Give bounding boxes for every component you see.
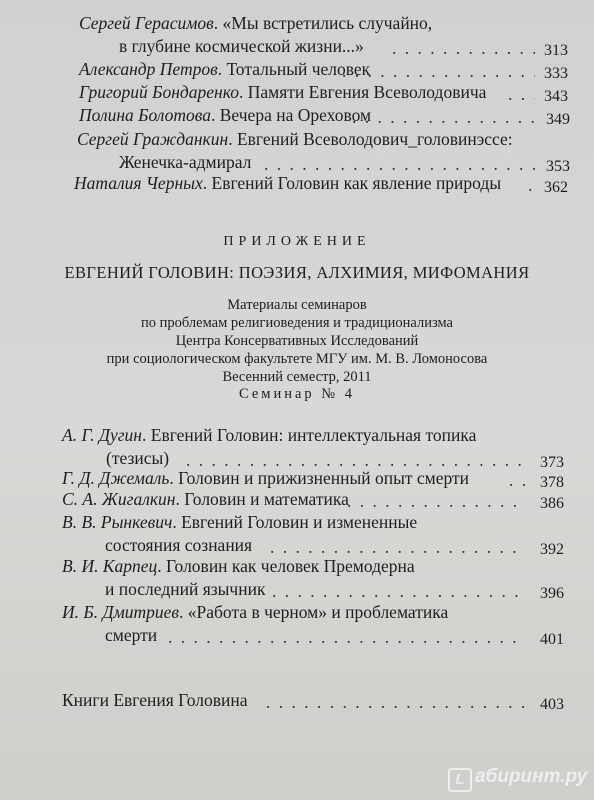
- page-number: 333: [544, 65, 568, 82]
- page-number: 343: [544, 88, 568, 105]
- page-number: 378: [540, 474, 564, 491]
- entry-title: . Вечера на Ореховом: [211, 105, 372, 125]
- entry-title: . Головин и математика: [175, 489, 349, 509]
- entry-title: . Евгений Головин и измененные: [172, 512, 418, 532]
- page-number: 401: [540, 631, 564, 648]
- page-number: 403: [540, 696, 564, 713]
- appendix-subtitle-line: Весенний семестр, 2011: [222, 369, 372, 385]
- appendix-subtitle-line: по проблемам религиоведения и традиционализма: [140, 315, 453, 331]
- entry-title: . Тотальный человек: [217, 59, 371, 79]
- page-number: 349: [546, 111, 570, 128]
- entry-title: . Евгений Головин как явление природы: [202, 173, 502, 193]
- page-number: 353: [546, 158, 570, 175]
- entry-title-cont: (тезисы): [106, 448, 170, 468]
- entry-author: Наталия Черных: [74, 173, 203, 193]
- appendix-title: ЕВГЕНИЙ ГОЛОВИН: ПОЭЗИЯ, АЛХИМИЯ, МИФОМАНИЯ: [64, 263, 530, 282]
- entry-author: Григорий Бондаренко: [79, 82, 239, 102]
- appendix-subtitle-line: Материалы семинаров: [227, 297, 367, 313]
- page-number: 392: [540, 541, 564, 558]
- entry-author: В. В. Рынкевич: [62, 512, 173, 532]
- entry-author: А. Г. Дугин: [62, 425, 142, 445]
- entry-title-cont: и последний язычник: [105, 579, 266, 599]
- entry-title: . «Работа в черном» и проблематика: [179, 602, 449, 622]
- page-number: 373: [540, 454, 564, 471]
- entry-title: . Евгений Головин: интеллектуальная топика: [142, 425, 477, 445]
- watermark-text: абиринт.ру: [475, 766, 588, 787]
- watermark-logo: [448, 766, 587, 792]
- entry-author: Сергей Герасимов: [79, 13, 214, 33]
- entry-title-cont: смерти: [105, 625, 158, 645]
- entry-author: Полина Болотова: [79, 105, 211, 125]
- entry-title-cont: в глубине космической жизни...»: [119, 36, 364, 56]
- entry-title-cont: Женечка-адмирал: [119, 152, 252, 172]
- entry-title: . «Мы встретились случайно,: [213, 13, 433, 33]
- entry-author: И. Б. Дмитриев: [62, 602, 180, 622]
- entry-author: Сергей Гражданкин: [77, 129, 229, 149]
- appendix-subtitle-line: Центра Консервативных Исследований: [175, 333, 419, 349]
- seminar-label: Семинар № 4: [239, 386, 355, 402]
- entry-title-cont: состояния сознания: [105, 535, 253, 555]
- page-number: 396: [540, 585, 564, 602]
- entry-title-line: [62, 690, 248, 711]
- page-number: 362: [544, 179, 568, 196]
- entry-title: . Головин как человек Премодерна: [157, 556, 415, 576]
- entry-author: С. А. Жигалкин: [62, 489, 176, 509]
- entry-author: Александр Петров: [79, 59, 218, 79]
- entry-title: . Головин и прижизненный опыт смерти: [169, 468, 469, 488]
- entry-author: Г. Д. Джемаль: [62, 468, 170, 488]
- appendix-subtitle-line: при социологическом факультете МГУ им. М. В. Ломоносова: [106, 351, 488, 367]
- labyrinth-icon: L: [448, 768, 472, 792]
- entry-author: В. И. Карпец: [62, 556, 158, 576]
- entry-title: Книги Евгения Головина: [62, 690, 248, 710]
- dot-leader: [266, 692, 526, 713]
- page-number: 386: [540, 495, 564, 512]
- appendix-heading: ПРИЛОЖЕНИЕ: [223, 234, 371, 249]
- entry-title: . Евгений Всеволодович_головинэссе:: [228, 129, 513, 149]
- entry-title: . Памяти Евгения Всеволодовича: [239, 82, 487, 102]
- page-number: 313: [544, 42, 568, 59]
